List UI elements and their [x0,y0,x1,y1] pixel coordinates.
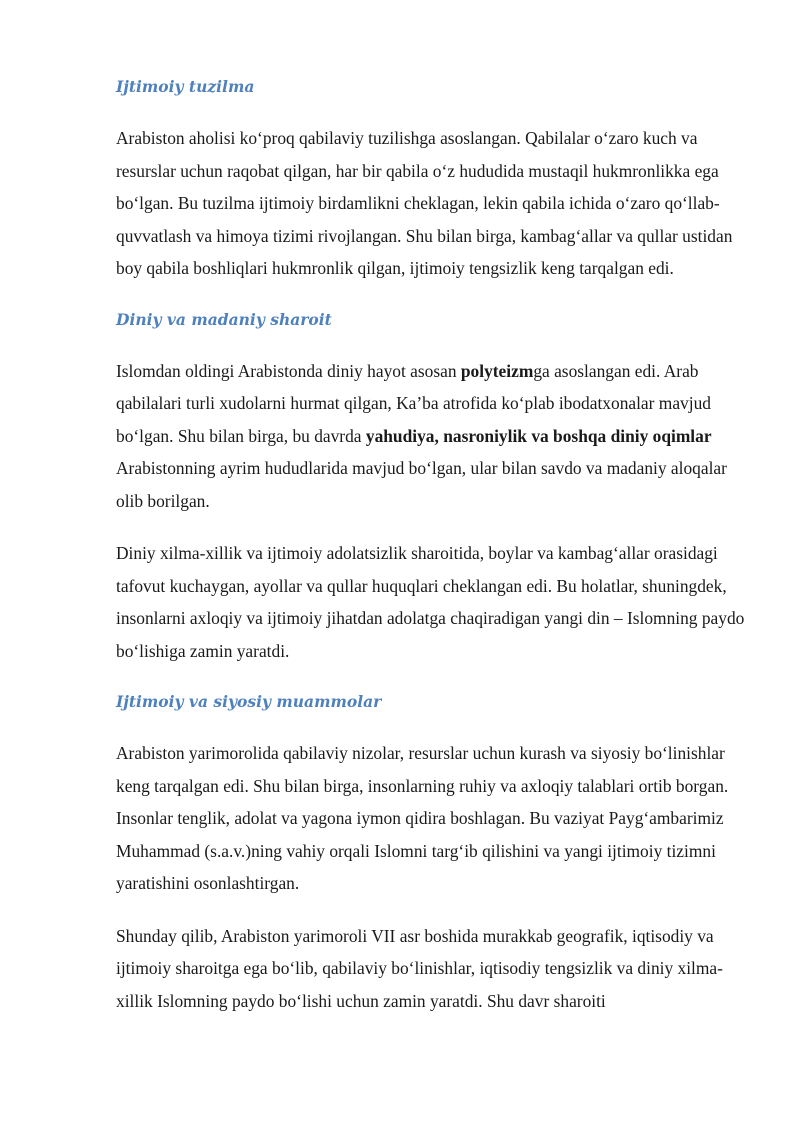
paragraph [116,355,748,518]
paragraph: Arabiston yarimorolida qabilaviy nizolar, resurslar uchun kurash va siyosiy boʻlinishlar keng tarqalgan edi. Shu bilan birga, insonlarning ruhiy va axloqiy talablari ortib borgan. Insonlar tenglik, adolat va yagona iymon qidira boshlagan. Bu vaziyat Paygʻambarimiz Muhammad (s.a.v.)ning vahiy orqali Islomni targʻib qilishini va yangi ijtimoiy tizimni yaratishini osonlashtirgan. [116,743,729,893]
section-heading-ijtimoiy-siyosiy: Ijtimoiy va siyosiy muammolar [116,692,382,711]
paragraph-text: Islomdan oldingi Arabistonda diniy hayot asosan [116,360,461,381]
paragraph: Shunday qilib, Arabiston yarimoroli VII asr boshida murakkab geografik, iqtisodiy va ijtimoiy sharoitga ega boʻlib, qabilaviy boʻlinishlar, iqtisodiy tengsizlik va diniy xilma-xillik Islomning paydo boʻlishi uchun zamin yaratdi. Shu davr sharoiti [116,925,723,1011]
section-heading-ijtimoiy-tuzilma: Ijtimoiy tuzilma [116,77,255,96]
paragraph-text: ga asoslangan edi. Arab qabilalari turli xudolarni hurmat qilgan, Ka’ba atrofida koʻplab ibodatxonalar mavjud boʻlgan. Shu bilan birga, bu davrda [116,360,711,446]
bold-term-religions: yahudiya, nasroniylik va boshqa diniy oqimlar [365,425,712,446]
paragraph-text: Arabistonning ayrim hududlarida mavjud boʻlgan, ular bilan savdo va madaniy aloqalar olib borilgan. [116,458,727,511]
paragraph: Arabiston aholisi koʻproq qabilaviy tuzilishga asoslangan. Qabilalar oʻzaro kuch va resurslar uchun raqobat qilgan, har bir qabila oʻz hududida mustaqil hukmronlikka ega boʻlgan. Bu tuzilma ijtimoiy birdamlikni cheklagan, lekin qabila ichida oʻzaro qoʻllab-quvvatlash va himoya tizimi rivojlangan. Shu bilan birga, kambagʻallar va qullar ustidan boy qabila boshliqlari hukmronlik qilgan, ijtimoiy tengsizlik keng tarqalgan edi. [116,128,733,278]
paragraph: Diniy xilma-xillik va ijtimoiy adolatsizlik sharoitida, boylar va kambagʻallar orasidagi tafovut kuchaygan, ayollar va qullar huquqlari cheklangan edi. Bu holatlar, shuningdek, insonlarni axloqiy va ijtimoiy jihatdan adolatga chaqiradigan yangi din – Islomning paydo boʻlishiga zamin yaratdi. [116,543,745,661]
section-heading-diniy-madaniy: Diniy va madaniy sharoit [116,309,332,329]
bold-term-polyteizm: polyteizm [460,360,534,381]
document-body [116,72,748,1017]
